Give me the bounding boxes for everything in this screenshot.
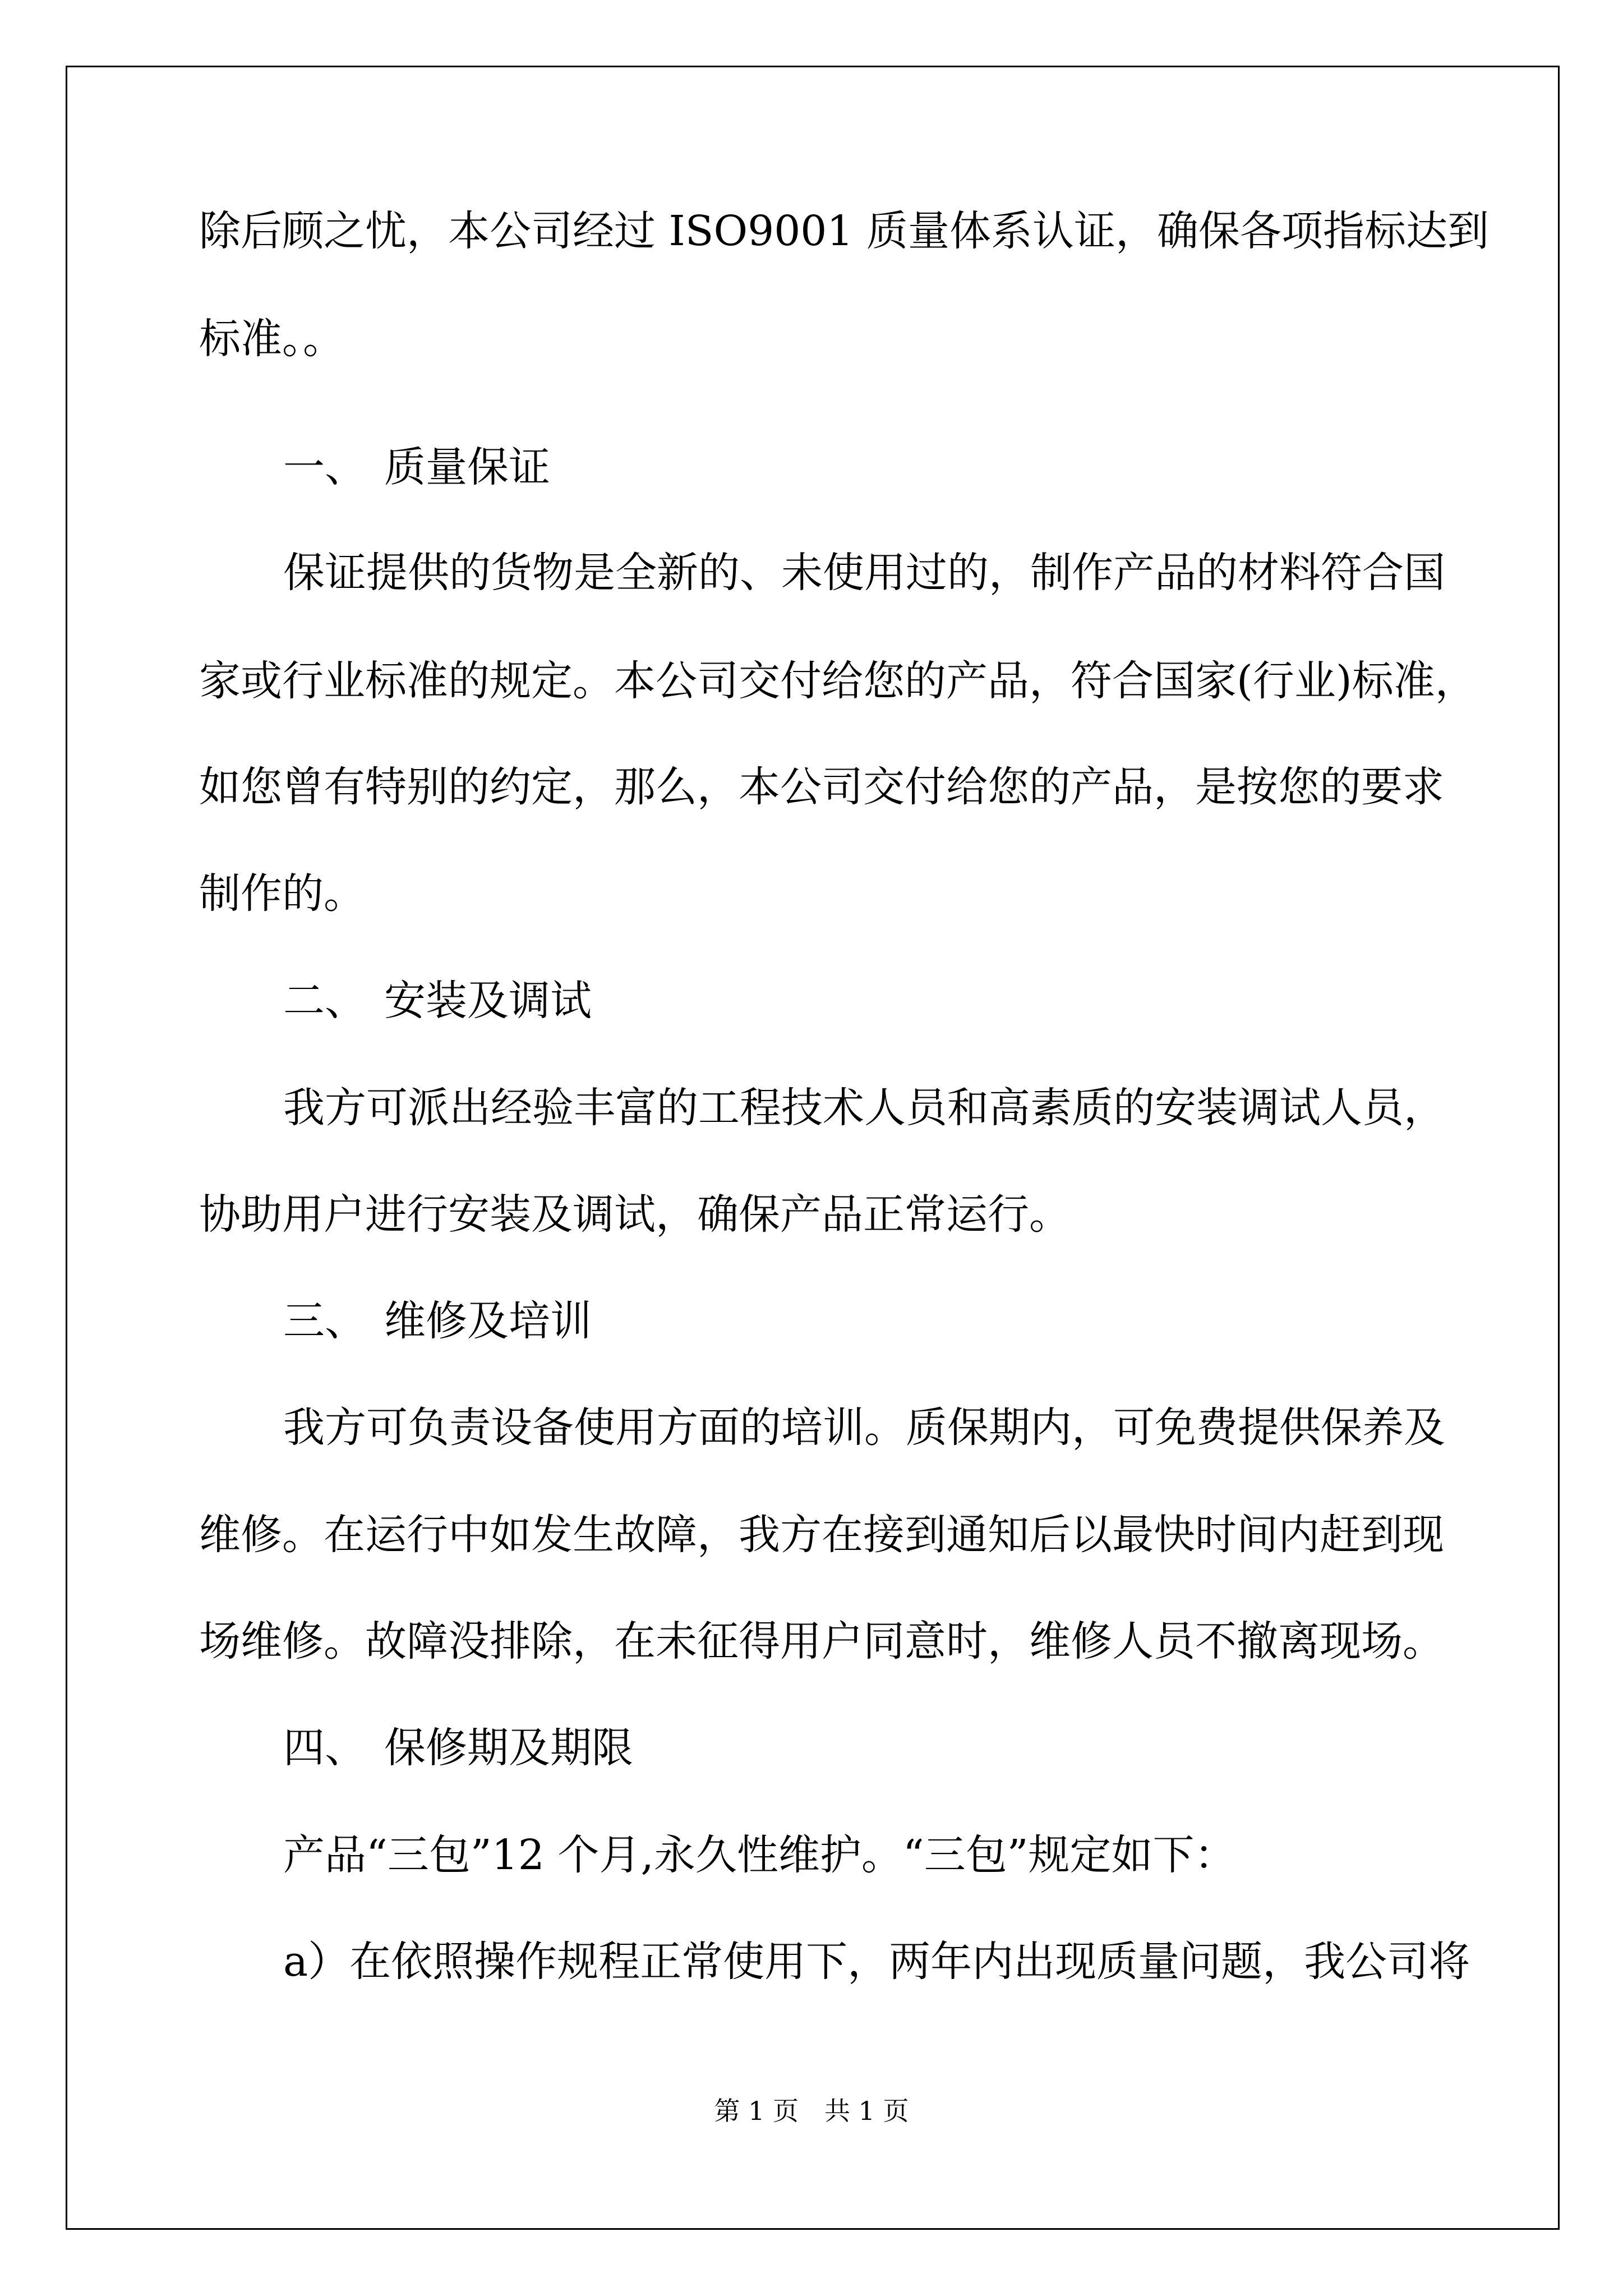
heading-title: 保修期及期限 [384,1724,633,1772]
text-line: 我方可派出经验丰富的工程技术人员和高素质的安装调试人员， [283,1084,1445,1132]
text-line: 如您曾有特别的约定，那么，本公司交付给您的产品，是按您的要求 [199,763,1444,811]
section-heading-4 [283,1721,633,1775]
text-line: 维修。在运行中如发生故障，我方在接到通知后以最快时间内赶到现 [199,1511,1444,1559]
heading-number: 三、 [283,1297,366,1345]
heading-title: 维修及培训 [384,1297,592,1345]
text-line: 标准。。 [199,315,344,363]
section-heading-1 [283,440,550,494]
text-line: a）在依照操作规程正常使用下，两年内出现质量问题，我公司将 [283,1938,1470,1986]
section-heading-3 [283,1294,592,1348]
heading-number: 二、 [283,977,366,1025]
heading-title: 安装及调试 [384,977,592,1025]
text-line: 保证提供的货物是全新的、未使用过的，制作产品的材料符合国 [283,549,1445,597]
text-line: 家或行业标准的规定。本公司交付给您的产品，符合国家(行业)标准， [199,657,1477,705]
heading-title: 质量保证 [384,443,550,491]
text-line: 制作的。 [199,869,365,918]
page-footer: 第 1 页 共 1 页 [714,2096,909,2126]
text-line: 产品“三包”12 个月,永久性维护。“三包”规定如下： [283,1831,1236,1879]
text-line: 除后顾之忧，本公司经过 ISO9001 质量体系认证，确保各项指标达到 [199,207,1489,255]
page-frame [66,66,1560,2230]
text-line: 场维修。故障没排除，在未征得用户同意时，维修人员不撤离现场。 [199,1617,1444,1665]
heading-number: 四、 [283,1724,366,1772]
text-line: 我方可负责设备使用方面的培训。质保期内，可免费提供保养及 [283,1404,1445,1452]
section-heading-2 [283,974,592,1028]
heading-number: 一、 [283,443,366,491]
text-line: 协助用户进行安装及调试，确保产品正常运行。 [199,1190,1071,1239]
